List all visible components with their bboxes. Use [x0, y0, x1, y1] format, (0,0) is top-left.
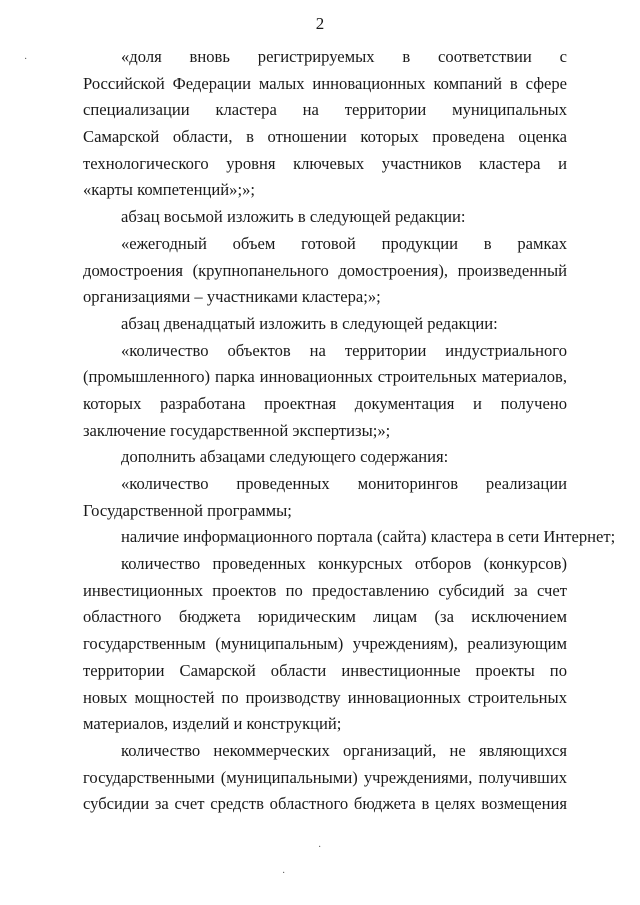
text-line: материалов, изделий и конструкций; [83, 714, 342, 734]
text-line: количество проведенных конкурсных отборов (конкурсов) [121, 554, 567, 574]
text-line: «доля вновь регистрируемых в соответствии с [121, 47, 567, 66]
text-line: абзац двенадцатый изложить в следующей редакции: [121, 313, 498, 333]
document-body [83, 44, 616, 818]
text-line: «ежегодный объем готовой продукции в рамках [121, 233, 567, 253]
text-line: новых мощностей по производству инновационных строительных [83, 687, 567, 707]
text-line: государственным (муниципальным) учреждениям), реализующим [83, 634, 567, 654]
text-line: государственными (муниципальными) учреждениями, получивших [83, 767, 567, 787]
text-line: организациями – участниками кластера;»; [83, 287, 381, 307]
text-line: наличие информационного портала (сайта) кластера в сети Интернет; [121, 527, 616, 547]
text-line: домостроения (крупнопанельного домостроения), произведенный [83, 260, 567, 280]
text-line: (промышленного) парка инновационных строительных материалов, [83, 367, 567, 387]
text-line: абзац восьмой изложить в следующей редакции: [121, 207, 466, 227]
text-line: количество некоммерческих организаций, не являющихся [121, 740, 567, 760]
text-line: Российской Федерации малых инновационных компаний в сфере [83, 73, 567, 93]
text-line: дополнить абзацами следующего содержания: [121, 447, 449, 467]
text-line: инвестиционных проектов по предоставлению субсидий за счет [83, 580, 567, 600]
text-line: «количество проведенных мониторингов реализации [121, 474, 567, 493]
text-line: Государственной программы; [83, 500, 292, 520]
text-line: технологического уровня ключевых участников кластера и [83, 153, 567, 173]
text-line: областного бюджета юридическим лицам (за исключением [83, 607, 567, 627]
scan-speck: · [24, 54, 28, 65]
scan-speck: · [282, 868, 286, 879]
text-line: субсидии за счет средств областного бюджета в целях возмещения [83, 794, 567, 814]
text-line: Самарской области, в отношении которых проведена оценка [83, 127, 567, 147]
text-line: «количество объектов на территории индустриального [121, 340, 567, 360]
text-line: специализации кластера на территории муниципальных [83, 100, 567, 120]
text-line: которых разработана проектная документация и получено [83, 393, 567, 413]
text-line: заключение государственной экспертизы;»; [83, 420, 391, 440]
text-line: «карты компетенций»;»; [83, 180, 255, 200]
text-line: территории Самарской области инвестиционные проекты по [83, 660, 567, 680]
page-number: 2 [315, 14, 325, 33]
scan-speck: · [318, 842, 322, 853]
